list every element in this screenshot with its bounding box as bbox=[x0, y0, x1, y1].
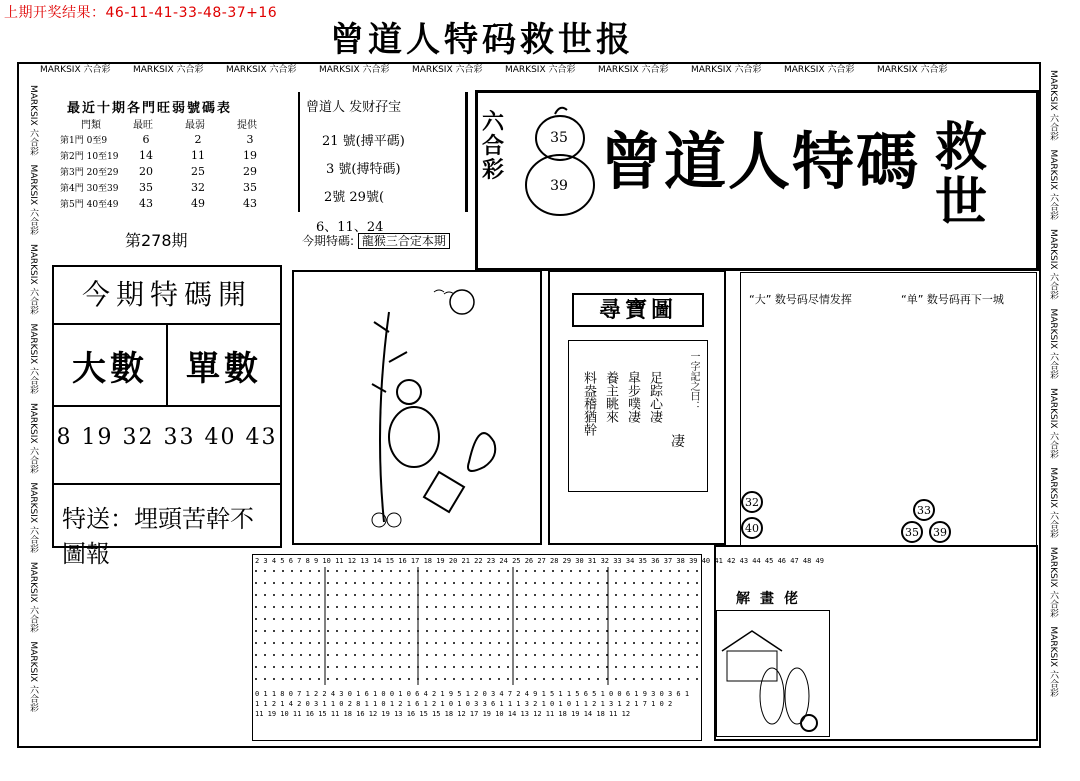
hint-line: 3 號(搏特碼) bbox=[326, 162, 401, 177]
logo-name: 曾道人特碼 bbox=[600, 125, 921, 198]
open-title: 今期特碼開 bbox=[54, 267, 280, 325]
lhc-logo: 六合彩 bbox=[482, 109, 505, 183]
hint-line: 6、11、24 bbox=[316, 220, 384, 235]
ball: 32 bbox=[741, 491, 763, 513]
scene-drawing-icon bbox=[294, 272, 540, 543]
table-row: 第2門 10至19 14 11 19 bbox=[60, 148, 257, 162]
ball: 39 bbox=[550, 178, 568, 194]
last-result: 上期开奖结果：46-11-41-33-48-37+16 bbox=[4, 5, 278, 21]
trend-table-header: 門類 最旺 最弱 提供 bbox=[81, 120, 257, 131]
grid-dots-icon bbox=[253, 567, 699, 685]
poem-head-right: “单” 数号码再下一城 bbox=[901, 293, 1004, 306]
treasure-scroll bbox=[568, 340, 708, 492]
ball: 35 bbox=[901, 521, 923, 543]
brand-strip-right: MARKSIX 六合彩 MARKSIX 六合彩 MARKSIX 六合彩 MARKSIX 六合彩 MARKSIX 六合彩 MARKSIX 六合彩 MARKSIX 六合彩 MARKSIX 六合彩 bbox=[1048, 70, 1058, 697]
table-row: 第3門 20至29 20 25 29 bbox=[60, 164, 257, 178]
brand-strip-left: MARKSIX 六合彩 MARKSIX 六合彩 MARKSIX 六合彩 MARKSIX 六合彩 MARKSIX 六合彩 MARKSIX 六合彩 MARKSIX 六合彩 MARKSIX 六合彩 bbox=[28, 85, 38, 712]
grid-row: 11 19 10 11 16 15 11 18 16 12 19 13 16 15 15 18 12 17 19 10 14 13 12 11 18 19 14 18 11 12 bbox=[255, 710, 631, 718]
hint-line: 21 號(搏平碼) bbox=[322, 134, 405, 149]
riddle-head: 一字記之曰： bbox=[688, 351, 699, 411]
table-row: 第4門 30至39 35 32 35 bbox=[60, 180, 257, 194]
hint-line: 2號 29號( bbox=[324, 190, 385, 205]
big-odd bbox=[54, 325, 280, 407]
special-tip: 今期特碼: 龍猴三合定本期 bbox=[302, 232, 450, 249]
table-row: 第1門 0至9 6 2 3 bbox=[60, 132, 254, 146]
masthead-title: 曾道人特码救世报 bbox=[330, 20, 634, 60]
decode-drawing-icon bbox=[717, 611, 827, 734]
trend-table bbox=[55, 95, 285, 210]
grid-row: 1 1 2 1 4 2 0 3 1 1 0 2 8 1 1 0 1 2 1 6 1 2 1 0 1 0 3 3 6 1 1 1 3 2 1 0 1 0 1 1 2 1 3 1 2 1 7 1 0 2 bbox=[255, 700, 673, 708]
odd-label: 單數 bbox=[186, 348, 262, 389]
poem-head-left: “大” 数号码尽情发挥 bbox=[749, 293, 852, 306]
issue-number: 第278期 bbox=[125, 231, 188, 250]
gourd-icon bbox=[515, 100, 605, 220]
big-label: 大數 bbox=[54, 325, 168, 405]
decode-title: 解畫佬 bbox=[736, 591, 808, 607]
scene-illustration bbox=[292, 270, 542, 545]
hint-title: 曾道人 发财孖宝 bbox=[306, 100, 402, 115]
open-box bbox=[52, 265, 282, 568]
brand-strip-top: MARKSIX 六合彩 MARKSIX 六合彩 MARKSIX 六合彩 MARKSIX 六合彩 MARKSIX 六合彩 MARKSIX 六合彩 MARKSIX 六合彩 MARKSIX 六合彩 MARKSIX 六合彩 MARKSIX 六合彩 bbox=[40, 65, 948, 75]
riddle-text: 足踪心凄 皐步噗凄 養主眺來 料盎稽猶幹 bbox=[581, 371, 662, 436]
grid-header: 2 3 4 5 6 7 8 9 10 11 12 13 14 15 16 17 18 19 20 21 22 23 24 25 26 27 28 29 30 31 32 33 34 35 36 37 38 39 40 41 42 43 44 45 46 47 48 49 bbox=[255, 557, 824, 565]
open-numbers: 8 19 32 33 40 43 bbox=[54, 407, 280, 485]
logo-jiu: 救 世 bbox=[935, 117, 988, 233]
table-row: 第5門 40至49 43 49 43 bbox=[60, 196, 257, 210]
trend-table-title: 最近十期各門旺弱號碼表 bbox=[67, 101, 233, 116]
ball: 39 bbox=[929, 521, 951, 543]
ball: 33 bbox=[913, 499, 935, 521]
grid-row: 0 1 1 8 0 7 1 2 2 4 3 0 1 6 1 0 0 1 0 6 4 2 1 9 5 1 2 0 3 4 7 2 4 9 1 5 1 1 5 6 5 1 0 0 6 1 9 3 0 3 6 1 bbox=[255, 690, 690, 698]
hint-box bbox=[298, 92, 468, 212]
special-phrase: 特送：埋頭苦幹不圖報 bbox=[62, 505, 254, 568]
ball: 35 bbox=[550, 130, 568, 146]
decode-picture bbox=[716, 610, 830, 737]
treasure-title: 尋寶圖 bbox=[572, 293, 704, 327]
poem-box bbox=[740, 272, 1037, 546]
ball: 40 bbox=[741, 517, 763, 539]
riddle-answer: 凄 bbox=[671, 434, 685, 450]
